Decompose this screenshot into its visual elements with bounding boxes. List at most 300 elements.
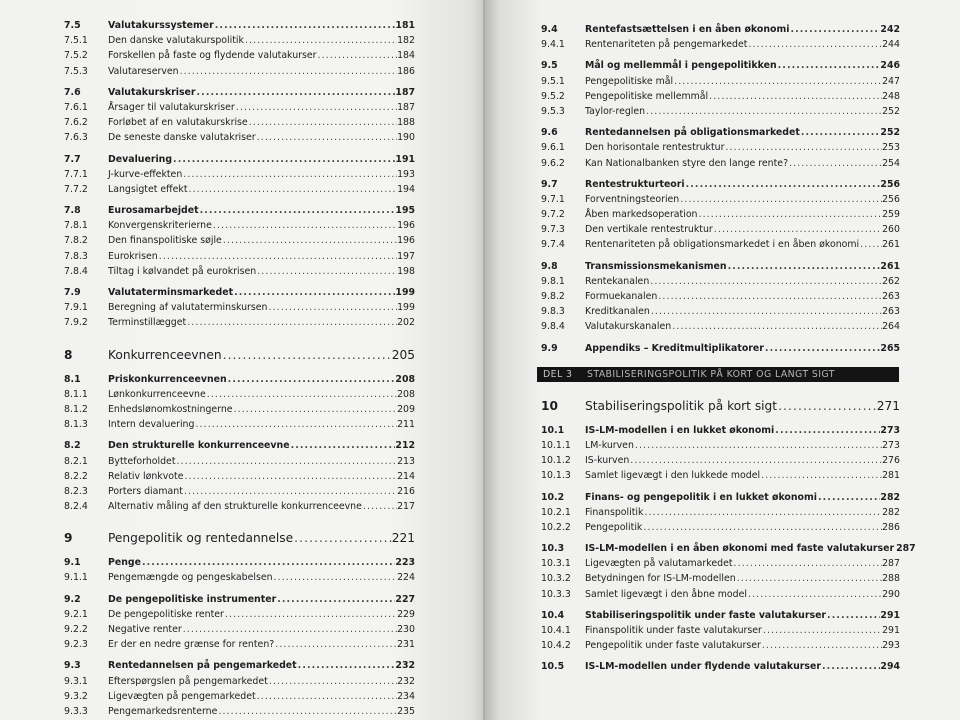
- toc-title: Rentedannelsen på obligationsmarkedet: [585, 127, 800, 139]
- toc-page-number: 260: [882, 224, 900, 236]
- dot-leader: [196, 85, 396, 100]
- dot-leader: [141, 555, 395, 570]
- dot-leader: [233, 402, 398, 417]
- dot-leader: [214, 18, 396, 33]
- dot-leader: [747, 587, 882, 602]
- toc-title: Samlet ligevægt i den åbne model: [585, 588, 747, 600]
- dot-leader: [761, 638, 882, 653]
- toc-title: Forskellen på faste og flydende valutakurser: [108, 50, 317, 62]
- toc-title: Pengepolitik under faste valutakurser: [585, 640, 761, 652]
- toc-page-number: 252: [880, 127, 900, 139]
- dot-leader: [650, 304, 882, 319]
- toc-page-number: 286: [882, 521, 900, 533]
- toc-title: Efterspørgslen på pengemarkedet: [108, 675, 268, 687]
- toc-title: Forløbet af en valutakurskrise: [108, 117, 248, 129]
- toc-title: Terminstillægget: [108, 317, 187, 329]
- toc-page-number: 187: [397, 101, 415, 113]
- dot-leader: [182, 167, 397, 182]
- toc-page-number: 205: [391, 347, 415, 362]
- toc-subsection-row: [541, 304, 900, 319]
- toc-number: 10.3.1: [541, 558, 571, 570]
- toc-number: 10.3.2: [541, 573, 571, 585]
- toc-page-number: 198: [397, 265, 415, 277]
- dot-leader: [199, 203, 396, 218]
- toc-page-number: 194: [397, 183, 415, 195]
- toc-number: 9.8.4: [541, 321, 565, 333]
- toc-page-number: 208: [395, 373, 415, 385]
- dot-leader: [679, 192, 882, 207]
- toc-page-number: 276: [882, 455, 900, 467]
- toc-page-number: 231: [397, 639, 415, 651]
- dot-leader: [183, 469, 397, 484]
- toc-title: Valutaterminsmarkedet: [108, 287, 234, 298]
- dot-leader: [158, 249, 397, 264]
- toc-page-number: 288: [882, 573, 900, 585]
- toc-subsection-row: [64, 218, 415, 233]
- toc-page-number: 282: [880, 491, 900, 503]
- toc-chapter-row: [541, 395, 900, 417]
- toc-list-left: [64, 18, 415, 720]
- toc-page-number: 196: [397, 235, 415, 247]
- dot-leader: [276, 592, 395, 607]
- toc-number: 9.9: [541, 342, 558, 354]
- dot-leader: [268, 674, 397, 689]
- toc-title: Pengepolitik og rentedannelse: [108, 531, 294, 546]
- toc-title: Samlet ligevægt i den lukkede model: [585, 470, 761, 482]
- dot-leader: [273, 570, 398, 585]
- toc-number: 7.7.1: [64, 168, 88, 180]
- toc-number: 9.7.2: [541, 209, 565, 221]
- toc-title: De pengepolitiske instrumenter: [108, 593, 277, 605]
- toc-page-number: 224: [397, 572, 415, 584]
- toc-number: 9.7.3: [541, 224, 565, 236]
- toc-number: 9.6: [541, 127, 558, 139]
- dot-leader: [821, 659, 880, 674]
- toc-number: 9.2.3: [64, 639, 88, 651]
- dot-leader: [698, 207, 883, 222]
- toc-subsection-row: [541, 207, 900, 222]
- toc-page-number: 227: [395, 593, 415, 605]
- toc-page-number: 209: [397, 403, 415, 415]
- toc-number: 10.3: [541, 543, 565, 555]
- toc-subsection-row: [64, 233, 415, 248]
- toc-number: 10.1.2: [541, 455, 571, 467]
- dot-leader: [183, 484, 397, 499]
- toc-title: Pengepolitiske mellemmål: [585, 90, 709, 102]
- toc-page-number: 217: [397, 501, 415, 513]
- toc-subsection-row: [64, 622, 415, 637]
- toc-page-number: 182: [397, 35, 415, 47]
- dot-leader: [800, 125, 881, 140]
- toc-title: Forventningsteorien: [585, 193, 680, 205]
- toc-page-number: 263: [882, 291, 900, 302]
- toc-section-row: [64, 285, 415, 300]
- dot-leader: [733, 556, 883, 571]
- toc-number: 9.3: [64, 660, 81, 672]
- toc-section-row: [64, 438, 415, 453]
- toc-page-number: 265: [880, 342, 900, 354]
- part-title: STABILISERINGSPOLITIK PÅ KORT OG LANGT SIGT: [587, 368, 835, 380]
- dot-leader: [233, 285, 395, 300]
- dot-leader: [274, 637, 397, 652]
- dot-leader: [248, 115, 397, 130]
- toc-title: Devaluering: [108, 153, 173, 165]
- toc-page-number: 259: [882, 209, 900, 221]
- toc-subsection-row: [541, 556, 900, 571]
- toc-subsection-row: [541, 237, 900, 252]
- dot-leader: [643, 505, 882, 520]
- toc-number: 9.3.3: [64, 705, 88, 717]
- toc-subsection-row: [64, 484, 415, 499]
- part-banner: [537, 367, 899, 382]
- toc-page-number: 232: [397, 675, 415, 687]
- toc-number: 9.5.1: [541, 75, 565, 87]
- toc-subsection-row: [64, 499, 415, 514]
- dot-leader: [708, 89, 882, 104]
- toc-list-right-upper: [541, 22, 900, 356]
- toc-title: Enhedslønomkostningerne: [108, 403, 233, 415]
- toc-number: 7.6.3: [64, 132, 88, 144]
- toc-number: 9.6.2: [541, 157, 565, 169]
- toc-title: Renteпariteten på pengemarkedet: [585, 39, 748, 51]
- toc-number: 9: [64, 531, 73, 546]
- toc-subsection-row: [64, 570, 415, 585]
- toc-page-number: 291: [880, 609, 900, 621]
- toc-number: 7.9: [64, 287, 81, 298]
- toc-subsection-row: [541, 156, 900, 171]
- toc-title: IS-LM-modellen i en åben økonomi med faste valutakurser: [585, 543, 895, 555]
- toc-title: De pengepolitiske renter: [108, 608, 224, 620]
- toc-title: Stabiliseringspolitik under faste valutakurser: [585, 609, 827, 621]
- toc-subsection-row: [64, 387, 415, 402]
- toc-page-number: 188: [397, 117, 415, 129]
- toc-number: 10.4.2: [541, 640, 571, 652]
- dot-leader: [290, 438, 396, 453]
- toc-subsection-row: [64, 100, 415, 115]
- toc-title: Pengepolitiske mål: [585, 75, 674, 87]
- toc-title: Finans- og pengepolitik i en lukket økonomi: [585, 491, 817, 503]
- toc-title: Alternativ måling af den strukturelle konkurrenceevne: [108, 501, 362, 513]
- part-number: DEL 3: [543, 368, 573, 380]
- toc-subsection-row: [541, 289, 900, 304]
- toc-title: Ligevægten på pengemarkedet: [108, 690, 256, 702]
- toc-title: Mål og mellemmål i pengepolitikken: [585, 60, 777, 72]
- toc-title: Pengemængde og pengeskabelsen: [108, 572, 273, 584]
- dot-leader: [212, 218, 397, 233]
- toc-subsection-row: [64, 64, 415, 79]
- toc-page-number: 247: [882, 75, 900, 87]
- toc-number: 9.7.4: [541, 239, 565, 251]
- toc-number: 9.8.3: [541, 306, 565, 318]
- toc-subsection-row: [64, 182, 415, 197]
- toc-title: Appendiks – Kreditmultiplikatorer: [585, 342, 764, 354]
- toc-subsection-row: [64, 607, 415, 622]
- toc-title: Årsager til valutakurskriser: [108, 101, 235, 113]
- dot-leader: [747, 37, 882, 52]
- toc-title: J-kurve-effekten: [108, 168, 183, 180]
- toc-subsection-row: [64, 130, 415, 145]
- toc-number: 7.7.2: [64, 183, 88, 195]
- toc-section-row: [64, 152, 415, 167]
- dot-leader: [777, 58, 881, 73]
- toc-subsection-row: [64, 33, 415, 48]
- toc-page-number: 197: [397, 250, 415, 262]
- toc-number: 9.6.1: [541, 142, 565, 154]
- toc-page-number: 191: [395, 153, 415, 165]
- toc-page-number: 193: [397, 168, 415, 180]
- toc-number: 9.8.2: [541, 291, 565, 302]
- toc-section-row: [541, 490, 900, 505]
- dot-leader: [176, 454, 398, 469]
- dot-leader: [760, 468, 882, 483]
- toc-number: 8.1.2: [64, 403, 88, 415]
- toc-page-number: 187: [395, 86, 415, 98]
- toc-title: Konkurrenceevnen: [108, 347, 222, 362]
- toc-title: Eurokrisen: [108, 250, 158, 262]
- toc-section-row: [541, 541, 916, 556]
- toc-list-right-lower: [541, 395, 916, 675]
- toc-subsection-row: [64, 689, 415, 704]
- dot-leader: [671, 319, 882, 334]
- toc-title: Den vertikale rentestruktur: [585, 224, 713, 236]
- toc-title: Kan Nationalbanken styre den lange rente?: [585, 157, 789, 169]
- toc-page-number: 246: [880, 60, 900, 72]
- toc-title: Rentefastsættelsen i en åben økonomi: [585, 24, 790, 35]
- toc-page-number: 221: [391, 531, 415, 546]
- toc-title: Ligevægten på valutamarkedet: [585, 558, 733, 570]
- toc-section-row: [541, 341, 900, 356]
- dot-leader: [222, 344, 392, 366]
- toc-page-number: 273: [882, 439, 900, 451]
- toc-page-number: 256: [880, 178, 900, 190]
- toc-title: Den finanspolitiske søjle: [108, 235, 222, 247]
- toc-page-number: 244: [882, 39, 900, 51]
- toc-title: Betydningen for IS-LM-modellen: [585, 573, 736, 585]
- toc-subsection-row: [64, 704, 415, 719]
- toc-number: 7.8.2: [64, 235, 88, 247]
- toc-subsection-row: [541, 74, 900, 89]
- toc-title: Langsigtet effekt: [108, 183, 188, 195]
- toc-chapter-row: [64, 527, 415, 549]
- toc-title: IS-LM-modellen i en lukket økonomi: [585, 424, 775, 436]
- toc-section-row: [64, 592, 415, 607]
- toc-number: 7.6.2: [64, 117, 88, 129]
- toc-page-number: 291: [882, 625, 900, 636]
- dot-leader: [297, 658, 396, 673]
- dot-leader: [764, 341, 881, 356]
- toc-title: Lønkonkurrenceevne: [108, 388, 206, 400]
- dot-leader: [736, 571, 882, 586]
- toc-page-number: 181: [395, 20, 415, 31]
- toc-chapter-row: [64, 344, 415, 366]
- toc-title: Den danske valutakurspolitik: [108, 35, 244, 47]
- toc-title: Negative renter: [108, 624, 182, 635]
- toc-number: 7.6: [64, 86, 81, 98]
- toc-number: 7.9.2: [64, 317, 88, 329]
- toc-title: Rentekanalen: [585, 275, 650, 287]
- toc-number: 10.4: [541, 609, 565, 621]
- toc-number: 9.3.1: [64, 675, 88, 687]
- toc-page-number: 281: [882, 470, 900, 482]
- toc-subsection-row: [541, 623, 900, 638]
- toc-page-number: 253: [882, 142, 900, 154]
- dot-leader: [859, 237, 882, 252]
- toc-title: Den horisontale rentestruktur: [585, 142, 725, 154]
- toc-number: 8.2.3: [64, 485, 88, 497]
- dot-leader: [227, 372, 396, 387]
- toc-section-row: [541, 22, 900, 37]
- toc-page-number: 261: [880, 260, 900, 272]
- toc-section-row: [541, 259, 900, 274]
- dot-leader: [362, 499, 397, 514]
- toc-section-row: [541, 125, 900, 140]
- toc-section-row: [64, 203, 415, 218]
- toc-number: 9.7.1: [541, 193, 565, 205]
- toc-title: LM-kurven: [585, 439, 634, 451]
- toc-page-number: 287: [882, 558, 900, 570]
- toc-title: Kreditkanalen: [585, 306, 650, 318]
- toc-title: De seneste danske valutakriser: [108, 132, 256, 144]
- toc-page-number: 196: [397, 220, 415, 232]
- toc-title: Valutareserven: [108, 65, 179, 77]
- dot-leader: [224, 607, 397, 622]
- toc-number: 9.4: [541, 24, 558, 35]
- dot-leader: [244, 33, 397, 48]
- toc-section-row: [541, 659, 900, 674]
- toc-title: Priskonkurrenceevnen: [108, 373, 227, 385]
- toc-title: Formuekanalen: [585, 291, 658, 302]
- toc-number: 9.5.2: [541, 90, 565, 102]
- dot-leader: [317, 48, 398, 63]
- toc-subsection-row: [541, 520, 900, 535]
- toc-subsection-row: [64, 637, 415, 652]
- toc-number: 9.8.1: [541, 275, 565, 287]
- toc-page-number: 263: [882, 306, 900, 318]
- toc-title: Taylor-reglen: [585, 105, 646, 117]
- toc-title: Åben markedsoperation: [585, 209, 698, 221]
- toc-page-number: 232: [395, 660, 415, 672]
- toc-number: 10.2.2: [541, 521, 571, 533]
- toc-page-number: 208: [397, 388, 415, 400]
- toc-number: 9.1.1: [64, 572, 88, 584]
- dot-leader: [724, 140, 882, 155]
- toc-title: Bytteforholdet: [108, 455, 176, 467]
- toc-subsection-row: [64, 469, 415, 484]
- toc-subsection-row: [64, 417, 415, 432]
- toc-section-row: [64, 372, 415, 387]
- toc-number: 10.1.1: [541, 439, 571, 451]
- toc-subsection-row: [64, 167, 415, 182]
- toc-subsection-row: [541, 587, 900, 602]
- toc-subsection-row: [64, 264, 415, 279]
- toc-page-number: 213: [397, 455, 415, 467]
- toc-page-number: 230: [397, 624, 415, 635]
- toc-page-number: 293: [882, 640, 900, 652]
- toc-title: Finanspolitik under faste valutakurser: [585, 625, 762, 636]
- toc-number: 8: [64, 347, 73, 362]
- toc-subsection-row: [541, 192, 900, 207]
- dot-leader: [217, 704, 397, 719]
- toc-subsection-row: [541, 468, 900, 483]
- toc-page-number: 261: [882, 239, 900, 251]
- toc-number: 9.2.2: [64, 624, 88, 635]
- toc-page-number: 216: [397, 485, 415, 497]
- toc-page-number: 199: [395, 287, 415, 298]
- toc-number: 10.4.1: [541, 625, 571, 636]
- toc-page-number: 252: [882, 105, 900, 117]
- toc-title: Stabiliseringspolitik på kort sigt: [585, 398, 778, 413]
- toc-page-number: 214: [397, 470, 415, 482]
- dot-leader: [182, 622, 397, 637]
- dot-leader: [774, 423, 880, 438]
- toc-page-number: 248: [882, 90, 900, 102]
- toc-title: Renteпariteten på obligationsmarkedet i en åben økonomi: [585, 239, 860, 251]
- dot-leader: [256, 264, 397, 279]
- dot-leader: [179, 64, 398, 79]
- toc-title: Valutakurssystemer: [108, 20, 214, 31]
- dot-leader: [777, 395, 877, 417]
- toc-subsection-row: [541, 319, 900, 334]
- toc-subsection-row: [541, 505, 900, 520]
- toc-page-number: 273: [880, 424, 900, 436]
- toc-title: Eurosamarbejdet: [108, 205, 199, 217]
- right-page: [485, 0, 960, 720]
- toc-number: 10.1: [541, 424, 565, 436]
- toc-subsection-row: [541, 104, 900, 119]
- toc-title: Rentedannelsen på pengemarkedet: [108, 660, 297, 672]
- toc-page-number: 282: [882, 506, 900, 518]
- toc-subsection-row: [64, 249, 415, 264]
- dot-leader: [826, 608, 880, 623]
- toc-subsection-row: [64, 454, 415, 469]
- toc-page-number: 242: [880, 24, 900, 35]
- toc-title: IS-LM-modellen under flydende valutakurser: [585, 661, 821, 673]
- dot-leader: [293, 527, 392, 549]
- toc-section-row: [64, 658, 415, 673]
- toc-number: 7.7: [64, 153, 81, 165]
- toc-page-number: 202: [397, 317, 415, 329]
- toc-page-number: 294: [880, 661, 900, 673]
- toc-title: Transmissionsmekanismen: [585, 260, 727, 272]
- toc-page-number: 190: [397, 132, 415, 144]
- toc-page-number: 256: [882, 193, 900, 205]
- toc-number: 7.8: [64, 205, 81, 217]
- toc-subsection-row: [541, 274, 900, 289]
- toc-number: 9.5.3: [541, 105, 565, 117]
- toc-page-number: 254: [882, 157, 900, 169]
- toc-title: Pengepolitik: [585, 521, 643, 533]
- toc-number: 7.9.1: [64, 302, 88, 314]
- toc-number: 7.5.1: [64, 35, 88, 47]
- dot-leader: [817, 490, 880, 505]
- toc-title: Beregning af valutaterminskursen: [108, 302, 268, 314]
- toc-number: 7.6.1: [64, 101, 88, 113]
- toc-title: Porters diamant: [108, 485, 183, 497]
- dot-leader: [206, 387, 397, 402]
- toc-number: 9.8: [541, 260, 558, 272]
- dot-leader: [642, 520, 882, 535]
- dot-leader: [186, 315, 397, 330]
- toc-number: 10.1.3: [541, 470, 571, 482]
- toc-page-number: 234: [397, 690, 415, 702]
- dot-leader: [649, 274, 882, 289]
- toc-page-number: 262: [882, 275, 900, 287]
- toc-page-number: 235: [397, 705, 415, 717]
- toc-section-row: [541, 608, 900, 623]
- toc-section-row: [64, 555, 415, 570]
- toc-page-number: 223: [395, 557, 415, 569]
- toc-page-number: 229: [397, 608, 415, 620]
